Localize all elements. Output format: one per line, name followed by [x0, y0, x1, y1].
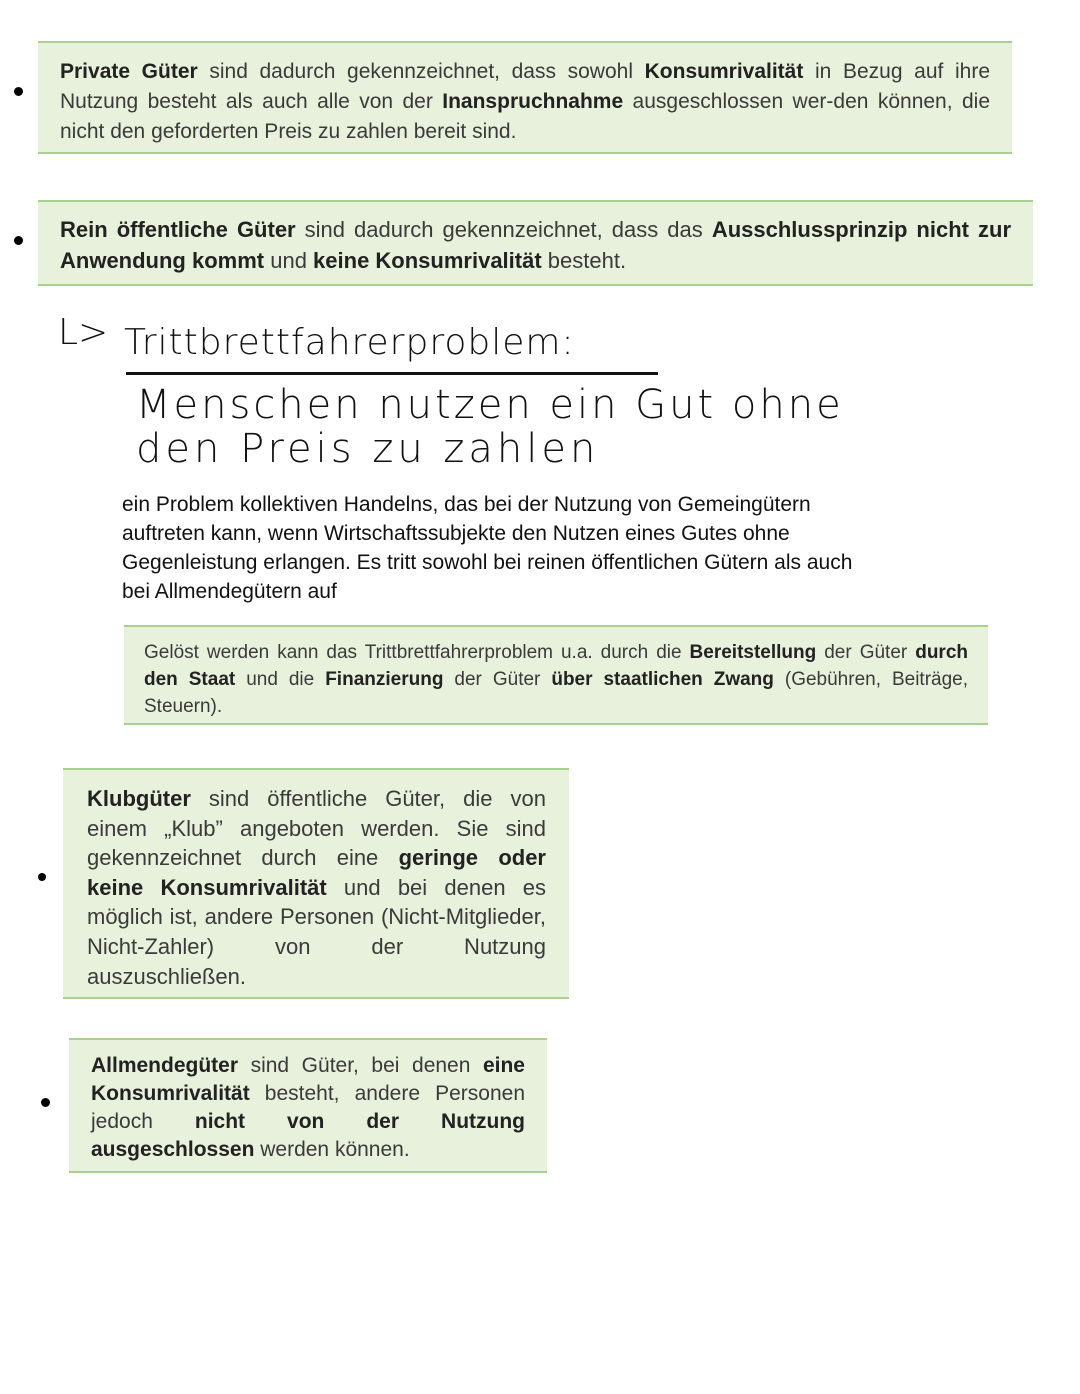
- private-goods-text-1: sind dadurch gekennzeichnet, dass sowohl: [197, 60, 645, 83]
- public-goods-bold-2: keine Konsumrivalität: [313, 248, 542, 273]
- common-goods-text-1: sind Güter, bei denen: [238, 1054, 483, 1077]
- club-goods-term: Klubgüter: [87, 786, 191, 811]
- common-goods-bold-1: eine Konsumrivalität: [91, 1054, 525, 1105]
- bullet-club-goods: [38, 873, 46, 881]
- private-goods-box: [38, 41, 1012, 154]
- common-goods-text-2: besteht, andere Personen jedoch: [91, 1082, 525, 1133]
- public-goods-text-1: sind dadurch gekennzeichnet, dass das: [295, 217, 712, 242]
- public-goods-term: Rein öffentliche Güter: [60, 217, 296, 242]
- free-rider-definition: ein Problem kollektiven Handelns, das bei der Nutzung von Gemeingütern auftreten kann, wenn Wirtschaftssubjekte den Nutzen eines Gutes ohne Gegenleistung erlangen. Es tritt sowohl bei reinen öffentlichen Gütern als auch bei Allmendegütern auf: [122, 493, 853, 603]
- club-goods-text-2: und bei denen es möglich ist, andere Personen (Nicht-Mitglieder, Nicht-Zahler) von der Nutzung auszuschließen.: [87, 874, 546, 989]
- club-goods-text-1: sind öffentliche Güter, die von einem „Klub” angeboten werden. Sie sind gekennzeichnet durch eine: [87, 786, 546, 871]
- solution-bold-2: durch den Staat: [144, 642, 968, 690]
- handwritten-title: Trittbrettfahrerproblem:: [124, 322, 575, 363]
- private-goods-term: Private Güter: [60, 60, 198, 83]
- solution-text-3: und die: [235, 669, 326, 690]
- solution-box: [124, 625, 988, 725]
- handwritten-arrow: L>: [58, 312, 109, 353]
- bullet-public-goods: [14, 236, 23, 245]
- handwritten-note-line-1: Menschen nutzen ein Gut ohne: [136, 382, 844, 428]
- common-goods-box: [69, 1038, 547, 1173]
- common-goods-term: Allmendegüter: [91, 1054, 239, 1077]
- common-goods-text-3: werden können.: [254, 1138, 410, 1161]
- solution-text-2: der Güter: [816, 642, 916, 663]
- club-goods-box: [63, 768, 569, 999]
- handwritten-note-line-2: den Preis zu zahlen: [136, 426, 600, 472]
- solution-text-1: Gelöst werden kann das Trittbrettfahrerproblem u.a. durch die: [144, 642, 690, 663]
- private-goods-bold-2: Inanspruchnahme: [442, 90, 624, 113]
- bullet-common-goods: [41, 1098, 50, 1107]
- solution-text-5: (Gebühren, Beiträge, Steuern).: [144, 669, 968, 717]
- solution-bold-3: Finanzierung: [325, 669, 444, 690]
- public-goods-box: [38, 200, 1033, 286]
- private-goods-text-3: ausgeschlossen wer-den können, die nicht den geforderten Preis zu zahlen bereit sind.: [60, 90, 991, 143]
- public-goods-bold-1: Ausschlussprinzip nicht zur Anwendung kommt: [60, 217, 1012, 273]
- private-goods-text-2: in Bezug auf ihre Nutzung besteht als auch alle von der: [60, 60, 991, 113]
- bullet-private-goods: [14, 87, 23, 96]
- common-goods-bold-2: nicht von der Nutzung ausgeschlossen: [91, 1110, 525, 1161]
- public-goods-text-3: besteht.: [541, 248, 627, 273]
- club-goods-bold-1: geringe oder keine Konsumrivalität: [87, 845, 546, 900]
- handwritten-title-underline: [126, 372, 658, 375]
- solution-bold-4: über staatlichen Zwang: [551, 669, 774, 690]
- solution-text-4: der Güter: [443, 669, 552, 690]
- private-goods-bold-1: Konsumrivalität: [644, 60, 804, 83]
- solution-bold-1: Bereitstellung: [689, 642, 817, 663]
- public-goods-text-2: und: [264, 248, 314, 273]
